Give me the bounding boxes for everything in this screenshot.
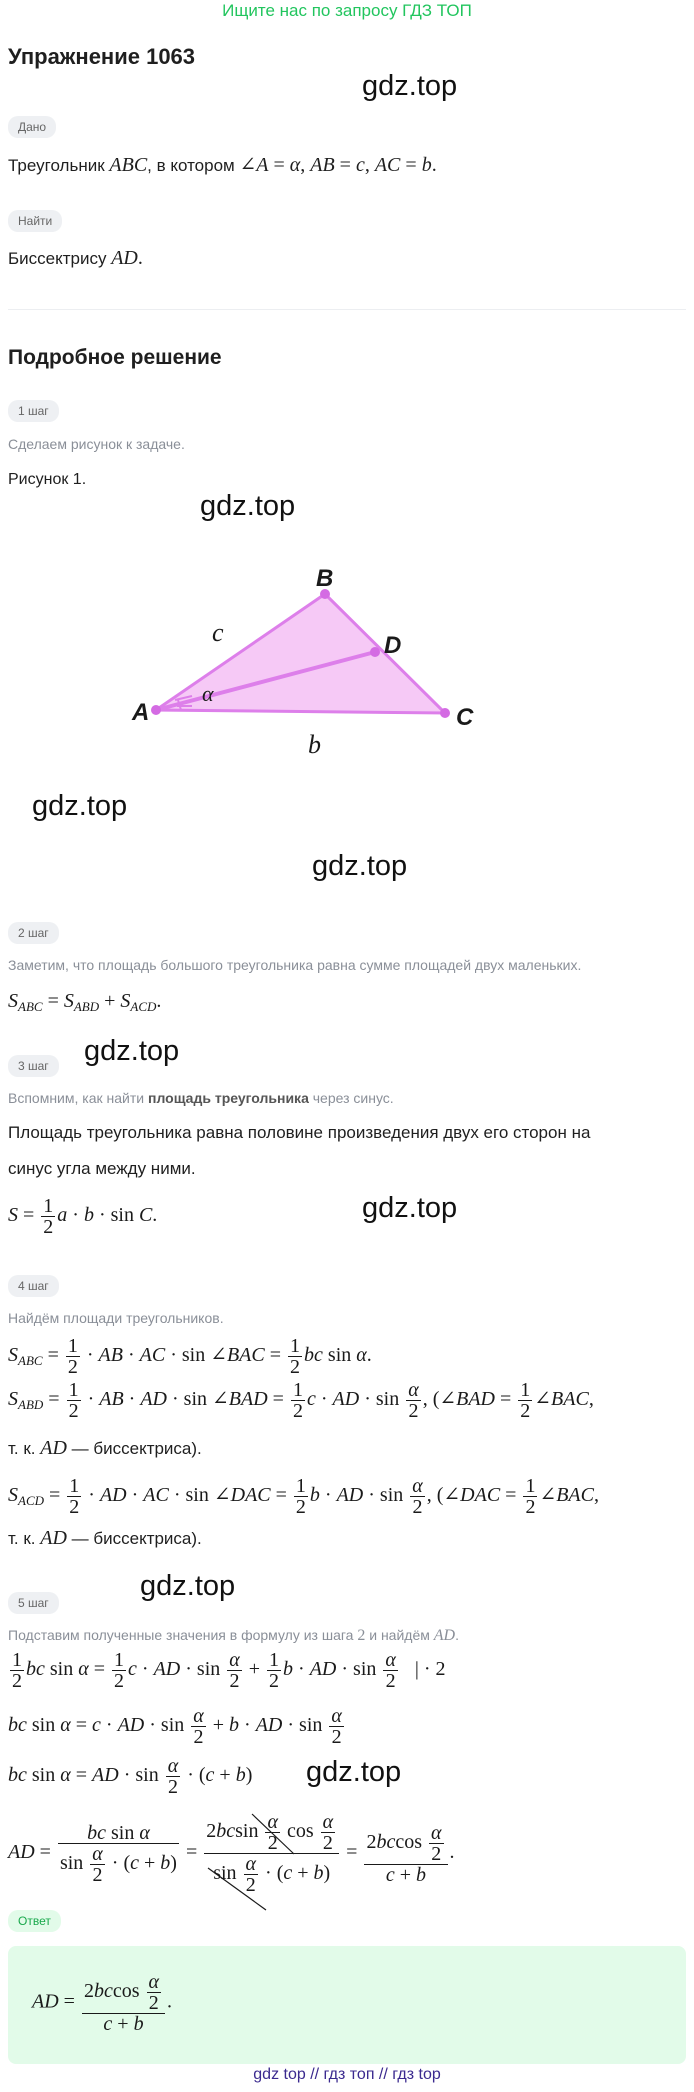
watermark: gdz.top xyxy=(362,1192,458,1224)
find-text: Биссектрису AD. xyxy=(8,247,143,269)
watermark: gdz.top xyxy=(140,1570,236,1602)
formula-s-abc: $S_{ABC}$ = $\frac{1}{2}$ · AB · AC · sin ∠BAC = $\frac{1}{2}$ bc sin α. xyxy=(8,1335,372,1378)
given-tag: Дано xyxy=(8,116,56,138)
step3-hint-bold: площадь треугольника xyxy=(147,1090,309,1106)
tk-label: т. к. xyxy=(8,1529,36,1548)
divider xyxy=(8,309,686,310)
step4-hint: Найдём площади треугольников. xyxy=(8,1310,224,1326)
watermark: gdz.top xyxy=(362,70,458,102)
note-text: — биссектриса). xyxy=(71,1439,202,1458)
point-a xyxy=(151,705,161,715)
step3-hint-suffix: через синус. xyxy=(312,1090,394,1106)
label-side-b: b xyxy=(308,730,321,759)
find-tag: Найти xyxy=(8,210,62,232)
step3-line2: синус угла между ними. xyxy=(8,1159,196,1178)
watermark: gdz.top xyxy=(200,490,296,522)
label-b: B xyxy=(316,565,334,592)
step1-hint: Сделаем рисунок к задаче. xyxy=(8,436,185,452)
label-a: A xyxy=(132,699,150,726)
step4-tag: 4 шаг xyxy=(8,1275,59,1297)
step5-hint-end: и найдём xyxy=(369,1627,430,1643)
answer-formula: AD = 2bccos $\frac{\alpha}{2}$ c + b . xyxy=(32,1971,173,2035)
formula-s-abd: $S_{ABD}$ = $\frac{1}{2}$ · AB · AD · sin ∠BAD = $\frac{1}{2}$ c · AD · sin $\frac{\alpha}{2}$ , (∠BAD = $\frac{1}{2}$ ∠BAC, xyxy=(8,1379,594,1422)
label-c: C xyxy=(456,704,474,731)
footer-links: gdz top // гдз топ // гдз top xyxy=(253,2066,441,2083)
cancel-strike xyxy=(204,1812,354,1912)
step1-tag: 1 шаг xyxy=(8,400,59,422)
given-text-mid: , в котором xyxy=(147,156,235,175)
note-abd: т. к. AD — биссектриса). xyxy=(8,1437,202,1459)
find-text-label: Биссектрису xyxy=(8,249,107,268)
tk-label: т. к. xyxy=(8,1439,36,1458)
watermark: gdz.top xyxy=(312,850,408,882)
formula-area-sum: $S_{ABC} = S_{ABD} + S_{ACD}$. xyxy=(8,990,162,1014)
given-text-prefix: Треугольник xyxy=(8,156,105,175)
top-banner: Ищите нас по запросу ГДЗ ТОП xyxy=(222,1,472,20)
formula-s-acd: $S_{ACD}$ = $\frac{1}{2}$ · AD · AC · sin ∠DAC = $\frac{1}{2}$ b · AD · sin $\frac{\alpha}{2}$ , (∠DAC = $\frac{1}{2}$ ∠BAC, xyxy=(8,1475,599,1518)
step5-hint-text: Подставим полученные значения в формулу из шага xyxy=(8,1627,354,1643)
formula-step5-1: $\frac{1}{2}$ bc sin α = $\frac{1}{2}$ c · AD · sin $\frac{\alpha}{2}$ + $\frac{1}{2}$ b · AD · sin $\frac{\alpha}{2}$ | · 2 xyxy=(12,1649,446,1692)
exercise-title: Упражнение 1063 xyxy=(8,44,196,69)
solution-title: Подробное решение xyxy=(8,346,222,369)
step2-hint: Заметим, что площадь большого треугольника равна сумме площадей двух маленьких. xyxy=(8,957,582,973)
note-text: — биссектриса). xyxy=(71,1529,202,1548)
point-c xyxy=(440,708,450,718)
answer-tag: Ответ xyxy=(8,1910,61,1932)
watermark: gdz.top xyxy=(306,1756,402,1788)
triangle-figure xyxy=(120,560,490,760)
point-d xyxy=(370,647,380,657)
step5-hint: Подставим полученные значения в формулу из шага 2 и найдём AD. xyxy=(8,1627,459,1644)
label-side-c: c xyxy=(212,618,224,647)
step3-tag: 3 шаг xyxy=(8,1055,59,1077)
note-acd: т. к. AD — биссектриса). xyxy=(8,1527,202,1549)
step5-tag: 5 шаг xyxy=(8,1592,59,1614)
step3-line1: Площадь треугольника равна половине произведения двух его сторон на xyxy=(8,1123,591,1142)
formula-step5-3: bc sin α = AD · sin $\frac{\alpha}{2}$ · (c + b) xyxy=(8,1755,253,1798)
step2-tag: 2 шаг xyxy=(8,922,59,944)
formula-area-sine: S = $\frac{1}{2}$ a · b · sin C. xyxy=(8,1195,158,1238)
label-d: D xyxy=(384,632,402,659)
step3-hint xyxy=(8,1088,394,1108)
watermark: gdz.top xyxy=(84,1035,180,1067)
formula-step5-4: AD = bc sin α sin $\frac{\alpha}{2}$ · (c + b) = 2bcsin $\frac{\alpha}{2}$ cos $\frac{\alpha}{2}$ sin $\frac{\alpha}{2}$ · (c + b) = 2bccos $\frac{\alpha}{2}$ c + b . xyxy=(8,1812,455,1895)
given-text: Треугольник ABC, в котором ∠A = α, AB = c, AC = b. xyxy=(8,154,437,176)
watermark: gdz.top xyxy=(32,790,128,822)
label-alpha: α xyxy=(202,681,214,706)
triangle-abc xyxy=(156,594,445,713)
formula-step5-2: bc sin α = c · AD · sin $\frac{\alpha}{2}$ + b · AD · sin $\frac{\alpha}{2}$ xyxy=(8,1705,342,1748)
figure-caption: Рисунок 1. xyxy=(8,471,87,488)
step3-hint-prefix: Вспомним, как найти xyxy=(8,1090,145,1106)
